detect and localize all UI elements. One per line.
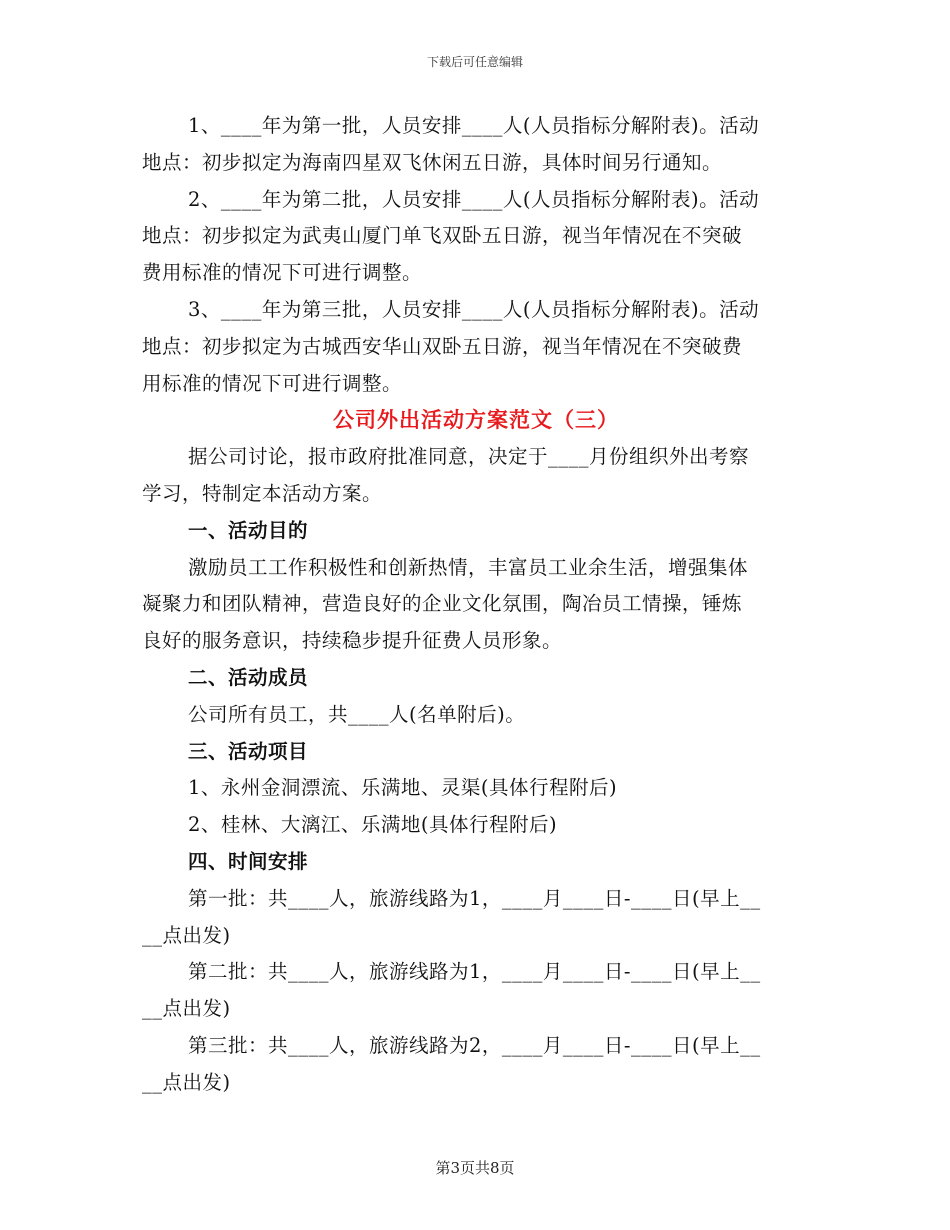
schedule-row-3-line-2: __点出发) xyxy=(142,1070,231,1094)
members-line-1: 公司所有员工，共____人(名单附后)。 xyxy=(188,702,526,726)
page-header-note: 下载后可任意编辑 xyxy=(426,55,523,69)
batch-2-line-3: 费用标准的情况下可进行调整。 xyxy=(142,261,423,285)
page-number: 第3页共8页 xyxy=(435,1159,515,1177)
schedule-row-3-line-1: 第三批：共____人，旅游线路为2，____月____日-____日(早上__ xyxy=(188,1033,761,1057)
batch-3-line-1: 3、____年为第三批，人员安排____人(人员指标分解附表)。活动 xyxy=(188,297,760,321)
section-heading-schedule: 四、时间安排 xyxy=(188,849,309,873)
purpose-line-3: 良好的服务意识，持续稳步提升征费人员形象。 xyxy=(142,629,563,653)
section-heading-members: 二、活动成员 xyxy=(188,665,309,689)
batch-1-line-1: 1、____年为第一批，人员安排____人(人员指标分解附表)。活动 xyxy=(188,114,760,137)
intro-line-2: 学习，特制定本活动方案。 xyxy=(142,481,383,505)
section-heading-purpose: 一、活动目的 xyxy=(188,518,309,542)
project-item: 2、桂林、大漓江、乐满地(具体行程附后) xyxy=(188,813,558,837)
batch-2-line-1: 2、____年为第二批，人员安排____人(人员指标分解附表)。活动 xyxy=(188,187,760,211)
purpose-line-1: 激励员工工作积极性和创新热情，丰富员工业余生活，增强集体 xyxy=(188,555,749,579)
project-item: 1、永州金洞漂流、乐满地、灵渠(具体行程附后) xyxy=(188,776,618,800)
batch-3-line-3: 用标准的情况下可进行调整。 xyxy=(142,371,403,395)
schedule-row-2-line-2: __点出发) xyxy=(142,997,231,1021)
intro-line-1: 据公司讨论，报市政府批准同意，决定于____月份组织外出考察 xyxy=(188,445,750,469)
document-title: 公司外出活动方案范文（三） xyxy=(333,407,619,433)
purpose-line-2: 凝聚力和团队精神，营造良好的企业文化氛围，陶冶员工情操，锤炼 xyxy=(142,592,743,616)
batch-1-line-2: 地点：初步拟定为海南四星双飞休闲五日游，具体时间另行通知。 xyxy=(142,150,723,174)
schedule-row-2-line-1: 第二批：共____人，旅游线路为1，____月____日-____日(早上__ xyxy=(188,960,761,984)
schedule-row-1-line-1: 第一批：共____人，旅游线路为1，____月____日-____日(早上__ xyxy=(188,886,761,910)
batch-3-line-2: 地点：初步拟定为古城西安华山双卧五日游，视当年情况在不突破费 xyxy=(142,334,743,358)
schedule-row-1-line-2: __点出发) xyxy=(142,923,231,947)
batch-2-line-2: 地点：初步拟定为武夷山厦门单飞双卧五日游，视当年情况在不突破 xyxy=(142,224,743,248)
document-body xyxy=(142,108,810,1102)
section-heading-projects: 三、活动项目 xyxy=(188,739,309,763)
